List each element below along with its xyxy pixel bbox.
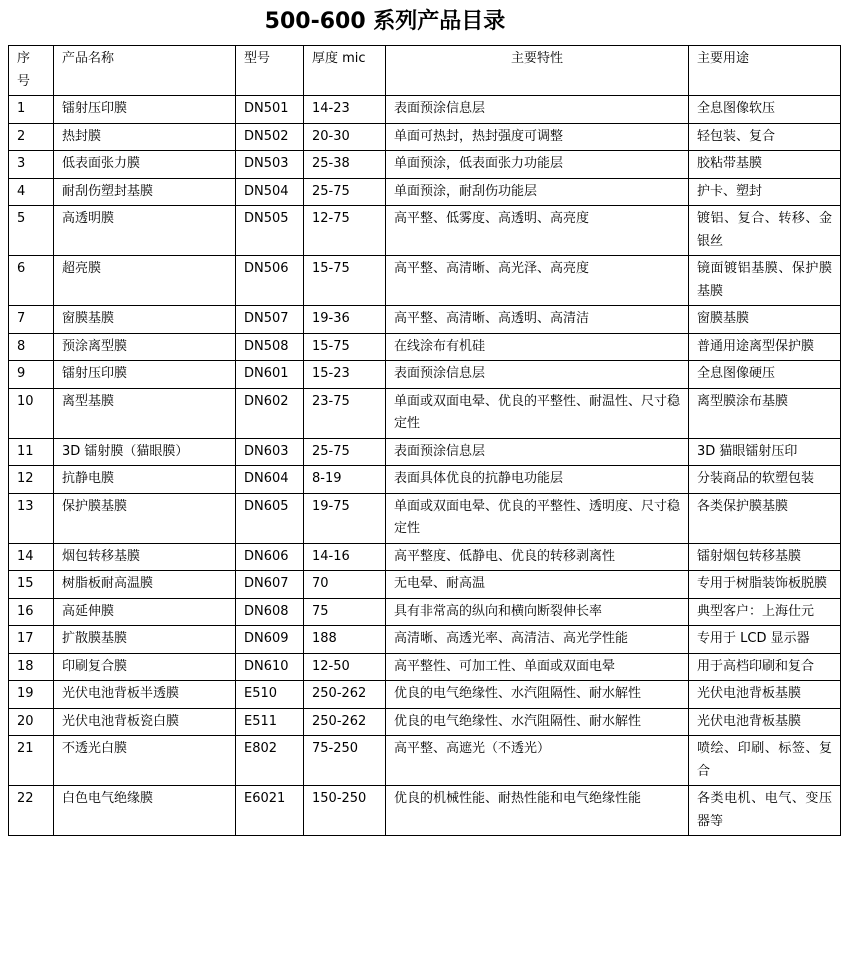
cell-model: DN605 <box>236 493 304 543</box>
cell-no: 11 <box>9 438 54 466</box>
cell-thickness: 12-75 <box>304 206 386 256</box>
cell-no: 3 <box>9 151 54 179</box>
cell-uses: 3D 猫眼镭射压印 <box>689 438 841 466</box>
cell-uses: 专用于树脂装饰板脱膜 <box>689 571 841 599</box>
cell-uses: 轻包装、复合 <box>689 123 841 151</box>
header-features: 主要特性 <box>386 46 689 96</box>
cell-features: 表面预涂信息层 <box>386 361 689 389</box>
cell-features: 高平整、高清晰、高透明、高清洁 <box>386 306 689 334</box>
cell-product-name: 3D 镭射膜（猫眼膜） <box>54 438 236 466</box>
table-row <box>9 708 841 736</box>
cell-no: 1 <box>9 96 54 124</box>
header-model: 型号 <box>236 46 304 96</box>
cell-features: 高平整、高遮光（不透光） <box>386 736 689 786</box>
cell-no: 6 <box>9 256 54 306</box>
cell-product-name: 镭射压印膜 <box>54 361 236 389</box>
cell-thickness: 25-75 <box>304 438 386 466</box>
cell-no: 21 <box>9 736 54 786</box>
cell-model: DN505 <box>236 206 304 256</box>
table-row <box>9 333 841 361</box>
cell-product-name: 镭射压印膜 <box>54 96 236 124</box>
table-row <box>9 598 841 626</box>
table-row <box>9 786 841 836</box>
table-row <box>9 571 841 599</box>
cell-no: 13 <box>9 493 54 543</box>
cell-thickness: 75 <box>304 598 386 626</box>
cell-product-name: 离型基膜 <box>54 388 236 438</box>
table-row <box>9 178 841 206</box>
cell-model: DN507 <box>236 306 304 334</box>
cell-no: 15 <box>9 571 54 599</box>
cell-uses: 全息图像软压 <box>689 96 841 124</box>
cell-model: DN501 <box>236 96 304 124</box>
cell-thickness: 14-16 <box>304 543 386 571</box>
cell-product-name: 高透明膜 <box>54 206 236 256</box>
cell-features: 单面预涂，低表面张力功能层 <box>386 151 689 179</box>
cell-model: E6021 <box>236 786 304 836</box>
cell-uses: 全息图像硬压 <box>689 361 841 389</box>
cell-features: 高平整度、低静电、优良的转移剥离性 <box>386 543 689 571</box>
cell-thickness: 14-23 <box>304 96 386 124</box>
cell-uses: 用于高档印刷和复合 <box>689 653 841 681</box>
cell-no: 4 <box>9 178 54 206</box>
cell-model: DN504 <box>236 178 304 206</box>
cell-no: 20 <box>9 708 54 736</box>
cell-uses: 镀铝、复合、转移、金银丝 <box>689 206 841 256</box>
cell-product-name: 超亮膜 <box>54 256 236 306</box>
table-row <box>9 681 841 709</box>
cell-thickness: 8-19 <box>304 466 386 494</box>
header-uses: 主要用途 <box>689 46 841 96</box>
header-product-name: 产品名称 <box>54 46 236 96</box>
cell-uses: 胶粘带基膜 <box>689 151 841 179</box>
cell-product-name: 光伏电池背板半透膜 <box>54 681 236 709</box>
cell-uses: 普通用途离型保护膜 <box>689 333 841 361</box>
cell-thickness: 15-75 <box>304 256 386 306</box>
cell-uses: 光伏电池背板基膜 <box>689 708 841 736</box>
table-row <box>9 96 841 124</box>
cell-thickness: 150-250 <box>304 786 386 836</box>
table-row <box>9 306 841 334</box>
cell-thickness: 250-262 <box>304 681 386 709</box>
cell-model: DN602 <box>236 388 304 438</box>
cell-thickness: 25-38 <box>304 151 386 179</box>
cell-features: 优良的机械性能、耐热性能和电气绝缘性能 <box>386 786 689 836</box>
cell-product-name: 耐刮伤塑封基膜 <box>54 178 236 206</box>
cell-features: 优良的电气绝缘性、水汽阻隔性、耐水解性 <box>386 708 689 736</box>
cell-uses: 典型客户：上海仕元 <box>689 598 841 626</box>
cell-features: 单面可热封，热封强度可调整 <box>386 123 689 151</box>
cell-model: DN506 <box>236 256 304 306</box>
cell-features: 单面或双面电晕、优良的平整性、透明度、尺寸稳定性 <box>386 493 689 543</box>
cell-no: 5 <box>9 206 54 256</box>
table-row <box>9 543 841 571</box>
cell-features: 表面具体优良的抗静电功能层 <box>386 466 689 494</box>
header-no: 序号 <box>9 46 54 96</box>
cell-features: 无电晕、耐高温 <box>386 571 689 599</box>
cell-uses: 离型膜涂布基膜 <box>689 388 841 438</box>
cell-product-name: 预涂离型膜 <box>54 333 236 361</box>
cell-thickness: 188 <box>304 626 386 654</box>
cell-product-name: 不透光白膜 <box>54 736 236 786</box>
table-row <box>9 736 841 786</box>
cell-product-name: 低表面张力膜 <box>54 151 236 179</box>
table-row <box>9 256 841 306</box>
cell-product-name: 扩散膜基膜 <box>54 626 236 654</box>
cell-model: DN508 <box>236 333 304 361</box>
cell-uses: 护卡、塑封 <box>689 178 841 206</box>
cell-product-name: 窗膜基膜 <box>54 306 236 334</box>
cell-features: 高平整性、可加工性、单面或双面电晕 <box>386 653 689 681</box>
cell-no: 8 <box>9 333 54 361</box>
cell-thickness: 15-75 <box>304 333 386 361</box>
cell-uses: 专用于 LCD 显示器 <box>689 626 841 654</box>
table-row <box>9 626 841 654</box>
table-row <box>9 493 841 543</box>
table-row <box>9 653 841 681</box>
cell-thickness: 20-30 <box>304 123 386 151</box>
table-row <box>9 123 841 151</box>
cell-model: DN610 <box>236 653 304 681</box>
cell-features: 高平整、高清晰、高光泽、高亮度 <box>386 256 689 306</box>
cell-no: 9 <box>9 361 54 389</box>
cell-model: DN609 <box>236 626 304 654</box>
cell-no: 12 <box>9 466 54 494</box>
page-title: 500-600 系列产品目录 <box>264 9 506 34</box>
cell-features: 高清晰、高透光率、高清洁、高光学性能 <box>386 626 689 654</box>
cell-model: DN607 <box>236 571 304 599</box>
cell-features: 表面预涂信息层 <box>386 438 689 466</box>
table-row <box>9 388 841 438</box>
cell-uses: 窗膜基膜 <box>689 306 841 334</box>
cell-thickness: 25-75 <box>304 178 386 206</box>
table-row <box>9 361 841 389</box>
cell-model: E802 <box>236 736 304 786</box>
cell-thickness: 70 <box>304 571 386 599</box>
cell-no: 19 <box>9 681 54 709</box>
header-thickness: 厚度 mic <box>304 46 386 96</box>
cell-no: 14 <box>9 543 54 571</box>
cell-no: 22 <box>9 786 54 836</box>
cell-model: DN502 <box>236 123 304 151</box>
cell-product-name: 光伏电池背板瓷白膜 <box>54 708 236 736</box>
cell-uses: 光伏电池背板基膜 <box>689 681 841 709</box>
cell-uses: 分装商品的软塑包装 <box>689 466 841 494</box>
cell-no: 10 <box>9 388 54 438</box>
cell-model: DN608 <box>236 598 304 626</box>
cell-thickness: 75-250 <box>304 736 386 786</box>
cell-thickness: 15-23 <box>304 361 386 389</box>
cell-model: DN606 <box>236 543 304 571</box>
cell-product-name: 树脂板耐高温膜 <box>54 571 236 599</box>
cell-product-name: 高延伸膜 <box>54 598 236 626</box>
cell-no: 7 <box>9 306 54 334</box>
cell-no: 17 <box>9 626 54 654</box>
cell-uses: 喷绘、印刷、标签、复合 <box>689 736 841 786</box>
table-row <box>9 466 841 494</box>
cell-product-name: 烟包转移基膜 <box>54 543 236 571</box>
cell-features: 表面预涂信息层 <box>386 96 689 124</box>
cell-uses: 镜面镀铝基膜、保护膜基膜 <box>689 256 841 306</box>
cell-model: DN601 <box>236 361 304 389</box>
cell-uses: 各类电机、电气、变压器等 <box>689 786 841 836</box>
product-catalog-table <box>8 45 841 836</box>
cell-model: DN604 <box>236 466 304 494</box>
cell-thickness: 19-36 <box>304 306 386 334</box>
cell-features: 单面预涂，耐刮伤功能层 <box>386 178 689 206</box>
cell-features: 高平整、低雾度、高透明、高亮度 <box>386 206 689 256</box>
cell-no: 2 <box>9 123 54 151</box>
cell-thickness: 19-75 <box>304 493 386 543</box>
cell-model: DN503 <box>236 151 304 179</box>
cell-product-name: 抗静电膜 <box>54 466 236 494</box>
cell-features: 具有非常高的纵向和横向断裂伸长率 <box>386 598 689 626</box>
cell-thickness: 250-262 <box>304 708 386 736</box>
cell-thickness: 23-75 <box>304 388 386 438</box>
table-header-row <box>9 46 841 96</box>
table-row <box>9 206 841 256</box>
cell-model: DN603 <box>236 438 304 466</box>
cell-uses: 镭射烟包转移基膜 <box>689 543 841 571</box>
cell-product-name: 白色电气绝缘膜 <box>54 786 236 836</box>
cell-no: 18 <box>9 653 54 681</box>
cell-product-name: 保护膜基膜 <box>54 493 236 543</box>
cell-product-name: 热封膜 <box>54 123 236 151</box>
table-row <box>9 438 841 466</box>
table-row <box>9 151 841 179</box>
cell-features: 在线涂布有机硅 <box>386 333 689 361</box>
cell-model: E510 <box>236 681 304 709</box>
cell-uses: 各类保护膜基膜 <box>689 493 841 543</box>
cell-thickness: 12-50 <box>304 653 386 681</box>
cell-product-name: 印刷复合膜 <box>54 653 236 681</box>
cell-no: 16 <box>9 598 54 626</box>
cell-features: 优良的电气绝缘性、水汽阻隔性、耐水解性 <box>386 681 689 709</box>
cell-model: E511 <box>236 708 304 736</box>
cell-features: 单面或双面电晕、优良的平整性、耐温性、尺寸稳定性 <box>386 388 689 438</box>
